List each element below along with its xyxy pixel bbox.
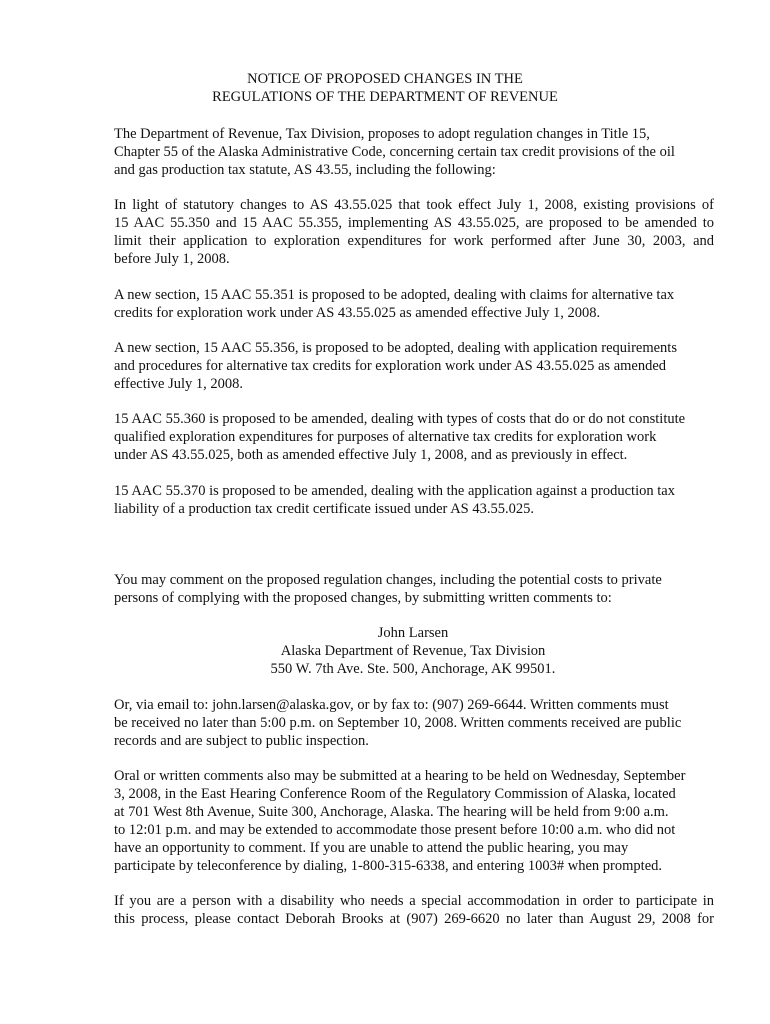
text-line: before July 1, 2008. — [114, 251, 230, 267]
text-line: credits for exploration work under AS 43.55.025 as amended effective July 1, 2008. — [114, 305, 601, 321]
section-356-paragraph — [114, 339, 714, 393]
text-line: 15 AAC 55.370 is proposed to be amended, dealing with the application against a production tax — [114, 483, 675, 499]
contact-street: 550 W. 7th Ave. Ste. 500, Anchorage, AK 99501. — [270, 661, 556, 677]
text-line: 15 AAC 55.360 is proposed to be amended, dealing with types of costs that do or do not constitute — [114, 411, 686, 427]
text-line: Or, via email to: john.larsen@alaska.gov, or by fax to: (907) 269-6644. Written comments must — [114, 697, 669, 713]
text-line: be received no later than 5:00 p.m. on September 10, 2008. Written comments received are public — [114, 715, 682, 731]
text-line: Oral or written comments also may be submitted at a hearing to be held on Wednesday, September — [114, 768, 686, 784]
intro-paragraph — [114, 125, 714, 179]
text-line: The Department of Revenue, Tax Division, proposes to adopt regulation changes in Title 15, — [114, 126, 650, 142]
text-line: Chapter 55 of the Alaska Administrative Code, concerning certain tax credit provisions of the oil — [114, 144, 675, 160]
text-line: A new section, 15 AAC 55.356, is proposed to be adopted, dealing with application requirements — [114, 340, 677, 356]
text-line: persons of complying with the proposed changes, by submitting written comments to: — [114, 590, 612, 606]
text-line: effective July 1, 2008. — [114, 376, 243, 392]
text-line: 3, 2008, in the East Hearing Conference Room of the Regulatory Commission of Alaska, located — [114, 786, 676, 802]
text-line: qualified exploration expenditures for purposes of alternative tax credits for exploration work — [114, 429, 657, 445]
text-line: records and are subject to public inspection. — [114, 733, 369, 749]
text-line: have an opportunity to comment. If you are unable to attend the public hearing, you may — [114, 840, 629, 856]
text-line: You may comment on the proposed regulation changes, including the potential costs to private — [114, 572, 662, 588]
disability-accommodation-paragraph — [114, 892, 714, 928]
text-line: under AS 43.55.025, both as amended effective July 1, 2008, and as previously in effect. — [114, 447, 628, 463]
text-line: at 701 West 8th Avenue, Suite 300, Anchorage, Alaska. The hearing will be held from 9:00 a.m. — [114, 804, 669, 820]
text-line: and procedures for alternative tax credits for exploration work under AS 43.55.025 as amended — [114, 358, 667, 374]
notice-title — [0, 70, 770, 106]
text-line: 15 AAC 55.350 and 15 AAC 55.355, implementing AS 43.55.025, are proposed to be amended to — [114, 215, 714, 231]
text-line: liability of a production tax credit certificate issued under AS 43.55.025. — [114, 501, 534, 517]
text-line: to 12:01 p.m. and may be extended to accommodate those present before 10:00 a.m. who did not — [114, 822, 676, 838]
text-line: participate by teleconference by dialing, 1-800-315-6338, and entering 1003# when prompted. — [114, 858, 663, 874]
contact-name: John Larsen — [377, 625, 449, 641]
section-360-paragraph — [114, 410, 714, 464]
contact-organization: Alaska Department of Revenue, Tax Division — [280, 643, 546, 659]
contact-address — [0, 624, 770, 678]
text-line: In light of statutory changes to AS 43.55.025 that took effect July 1, 2008, existing provisions of — [114, 197, 714, 213]
section-370-paragraph — [114, 482, 714, 518]
hearing-paragraph — [114, 767, 714, 875]
text-line: this process, please contact Deborah Brooks at (907) 269-6620 no later than August 29, 2008 for — [114, 911, 714, 927]
text-line: A new section, 15 AAC 55.351 is proposed to be adopted, dealing with claims for alternative tax — [114, 287, 675, 303]
section-351-paragraph — [114, 286, 714, 322]
title-line-1: NOTICE OF PROPOSED CHANGES IN THE — [247, 71, 523, 87]
comment-invitation-paragraph — [114, 571, 714, 607]
title-line-2: REGULATIONS OF THE DEPARTMENT OF REVENUE — [212, 89, 558, 105]
text-line: limit their application to exploration expenditures for work performed after June 30, 2003, and — [114, 233, 714, 249]
email-fax-paragraph — [114, 696, 714, 750]
text-line: and gas production tax statute, AS 43.55, including the following: — [114, 162, 496, 178]
statutory-changes-paragraph — [114, 196, 714, 268]
text-line: If you are a person with a disability who needs a special accommodation in order to participate in — [114, 893, 714, 909]
